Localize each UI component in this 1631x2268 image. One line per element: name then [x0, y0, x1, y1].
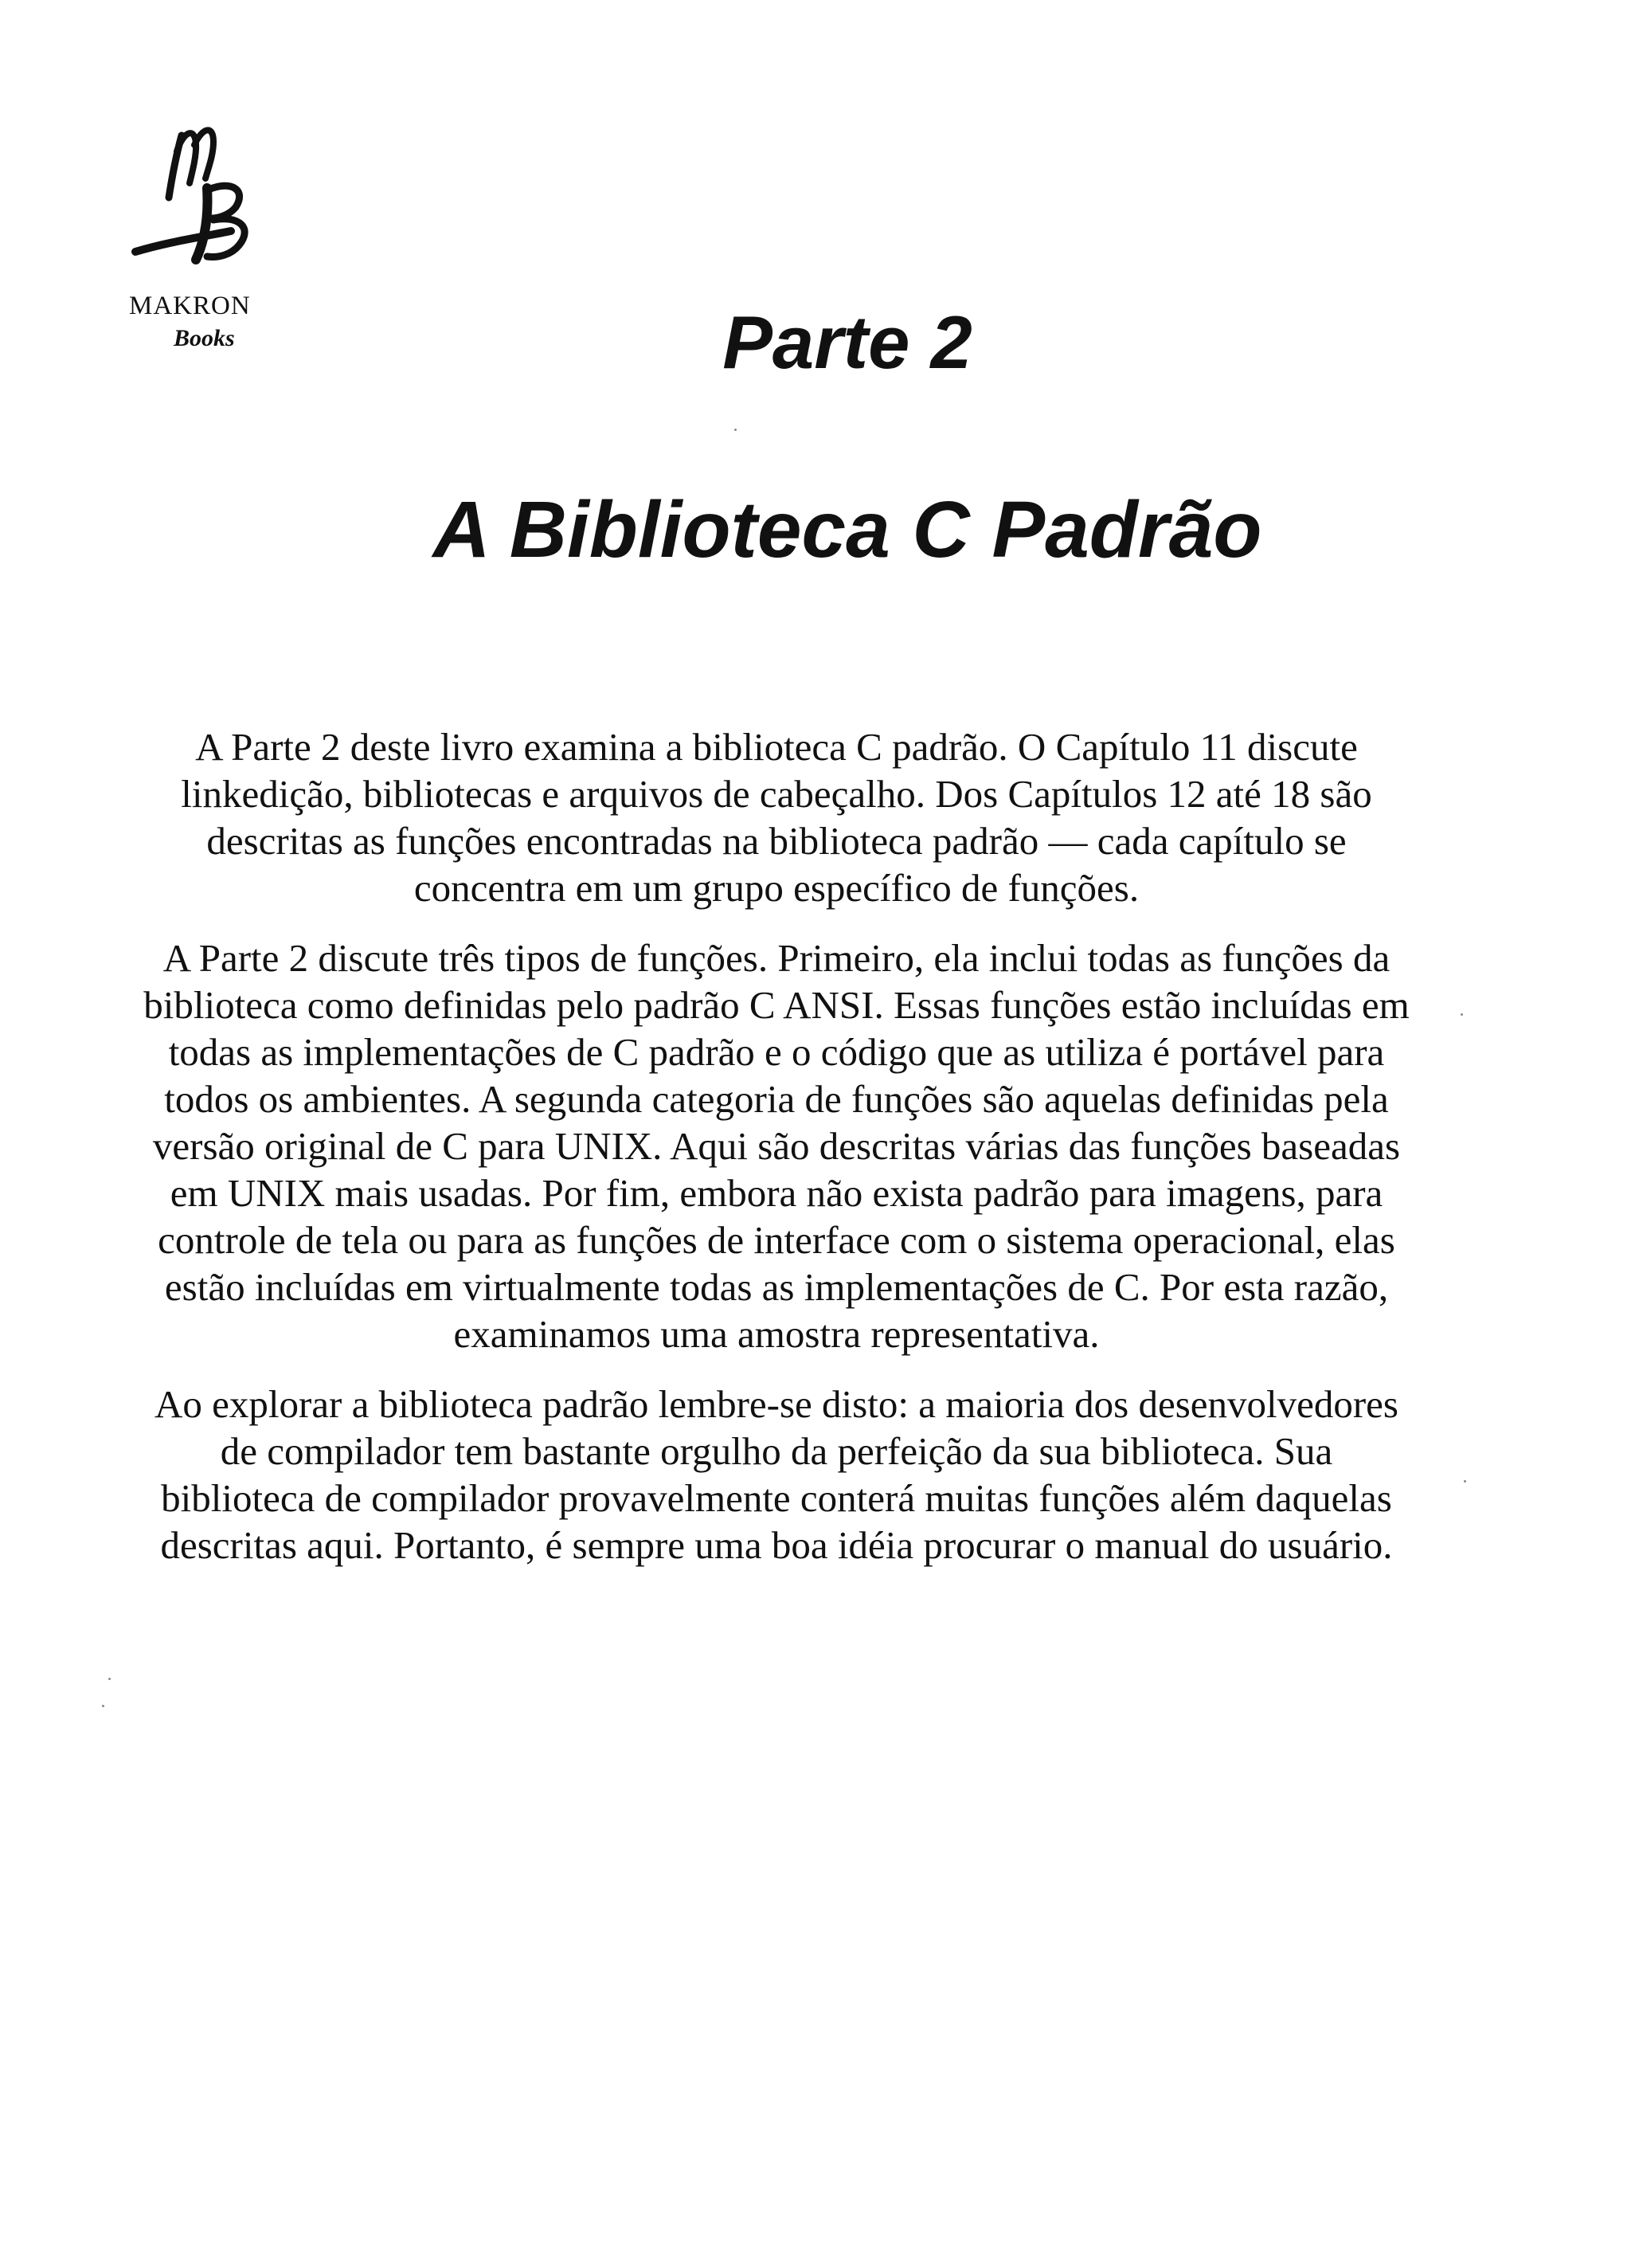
part-heading: Parte 2 [722, 300, 972, 384]
scan-speck [108, 1678, 111, 1680]
paragraph-1: A Parte 2 deste livro examina a biblioteca C padrão. O Capítulo 11 discute linkedição, bibliotecas e arquivos de cabeçalho. Dos Capítulos 12 até 18 são descritas as funções encontradas na biblioteca padrão — cada capítulo se concentra em um grupo específico de funções. [181, 725, 1372, 910]
publisher-subname: Books [174, 325, 235, 351]
mb-monogram-icon [119, 104, 279, 279]
scan-speck [1464, 1480, 1466, 1483]
paragraph-2: A Parte 2 discute três tipos de funções. Primeiro, ela inclui todas as funções da biblioteca como definidas pelo padrão C ANSI. Essas funções estão incluídas em todas as implementações de C padrão e o código que as utiliza é portável para todos os ambientes. A segunda categoria de funções são aquelas definidas pela versão original de C para UNIX. Aqui são descritas várias das funções baseadas em UNIX mais usadas. Por fim, embora não exista padrão para imagens, para controle de tela ou para as funções de interface com o sistema operacional, elas estão incluídas em virtualmente todas as implementações de C. Por esta razão, examinamos uma amostra representativa. [143, 936, 1410, 1356]
scan-speck [102, 1705, 104, 1707]
scan-speck [1461, 1013, 1463, 1016]
publisher-name: MAKRON [129, 292, 251, 320]
body-text [143, 723, 1410, 1592]
section-title: A Biblioteca C Padrão [432, 485, 1262, 574]
scan-speck [734, 429, 737, 431]
paragraph-3: Ao explorar a biblioteca padrão lembre-se disto: a maioria dos desenvolvedores de compilador tem bastante orgulho da perfeição da sua biblioteca. Sua biblioteca de compilador provavelmente conterá muitas funções além daquelas descritas aqui. Portanto, é sempre uma boa idéia procurar o manual do usuário. [154, 1382, 1399, 1567]
